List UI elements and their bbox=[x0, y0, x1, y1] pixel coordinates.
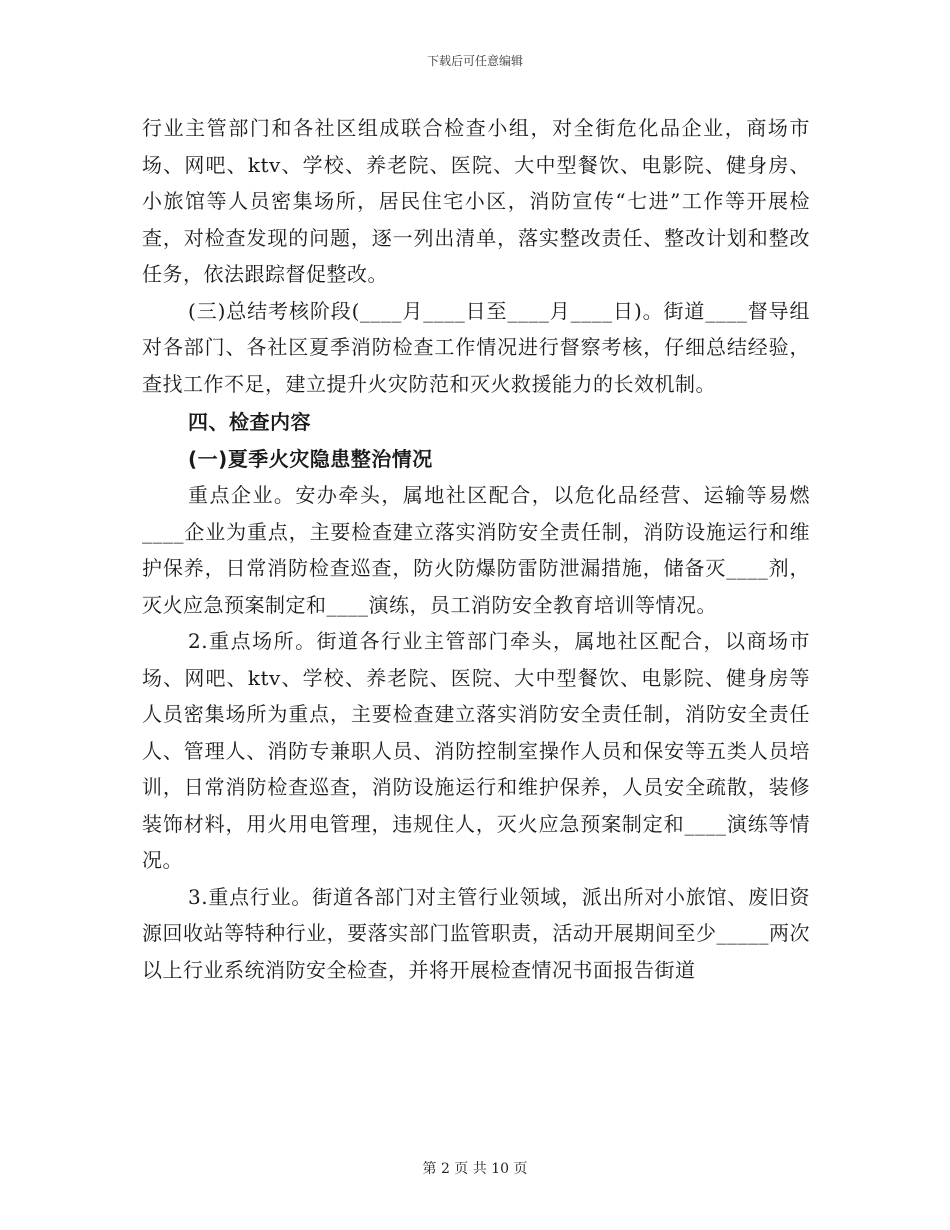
page-header: 下载后可任意编辑 bbox=[426, 54, 523, 68]
paragraph-key-venues: 2.重点场所。街道各行业主管部门牵头，属地社区配合，以商场市场、网吧、ktv、学校、养老院、医院、大中型餐饮、电影院、健身房等人员密集场所为重点，主要检查建立落实消防安全责任制，消防安全责任人、管理人、消防专兼职人员、消防控制室操作人员和保安等五类人员培训，日常消防检查巡查，消防设施运行和维护保养，人员安全疏散，装修装饰材料，用火用电管理，违规住人，灭火应急预案制定和____演练等情况。 bbox=[142, 629, 810, 872]
paragraph-key-industries: 3.重点行业。街道各部门对主管行业领域，派出所对小旅馆、废旧资源回收站等特种行业，要落实部门监管职责，活动开展期间至少_____两次以上行业系统消防安全检查，并将开展检查情况书面报告街道 bbox=[142, 884, 810, 982]
section-heading-inspection-content: 四、检查内容 bbox=[188, 410, 311, 434]
subsection-heading-summer-fire-hazards: (一)夏季火灾隐患整治情况 bbox=[188, 446, 433, 471]
paragraph-continued: 行业主管部门和各社区组成联合检查小组，对全街危化品企业，商场市场、网吧、ktv、学校、养老院、医院、大中型餐饮、电影院、健身房、小旅馆等人员密集场所，居民住宅小区，消防宣传“七进”工作等开展检查，对检查发现的问题，逐一列出清单，落实整改责任、整改计划和整改任务，依法跟踪督促整改。 bbox=[142, 116, 810, 286]
document-body bbox=[142, 110, 810, 988]
paragraph-summary-stage: (三)总结考核阶段(____月____日至____月____日)。街道____督导组对各部门、各社区夏季消防检查工作情况进行督察考核，仔细总结经验，查找工作不足，建立提升火灾防范和灭火救援能力的长效机制。 bbox=[142, 298, 810, 396]
page-footer: 第 2 页 共 10 页 bbox=[422, 1161, 528, 1177]
paragraph-key-enterprises: 重点企业。安办牵头，属地社区配合，以危化品经营、运输等易燃____企业为重点，主要检查建立落实消防安全责任制，消防设施运行和维护保养，日常消防检查巡查，防火防爆防雷防泄漏措施，储备灭____剂，灭火应急预案制定和____演练，员工消防安全教育培训等情况。 bbox=[142, 483, 810, 617]
